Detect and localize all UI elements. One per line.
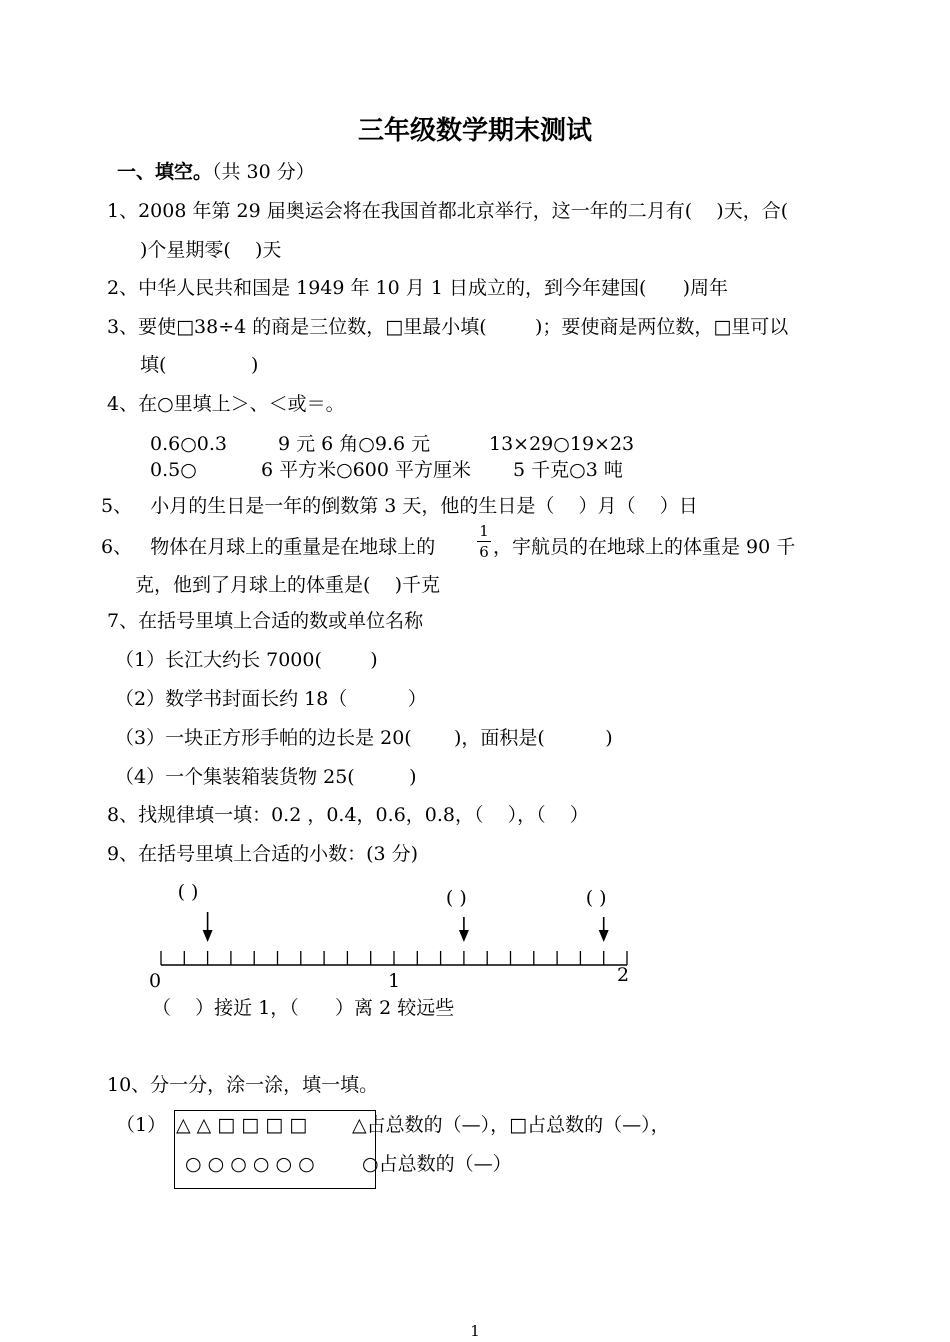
q3-line2: 填( )	[140, 354, 259, 376]
q9-stem: 9、在括号里填上合适的小数：(3 分)	[107, 843, 419, 865]
q4-compare-4: 0.5○	[150, 459, 197, 481]
number-line-label: 1	[388, 970, 401, 992]
q7-item-1: （1）长江大约长 7000( )	[115, 649, 378, 671]
q10-stem: 10、分一分，涂一涂，填一填。	[107, 1074, 379, 1096]
q10-text-1: △占总数的（—），□占总数的（—），	[352, 1114, 670, 1136]
q4-compare-6: 5 千克○3 吨	[513, 459, 623, 481]
arrow-head	[459, 930, 469, 942]
shapes-row-2: ○ ○ ○ ○ ○ ○	[185, 1153, 315, 1175]
fraction-denominator: 6	[479, 543, 489, 561]
q4-stem: 4、在○里填上＞、＜或＝。	[107, 393, 345, 415]
number-line-label: 0	[149, 970, 162, 992]
q8-text: 8、找规律填一填：0.2 ，0.4，0.6，0.8，（ ），（ ）	[107, 804, 589, 826]
arrow-answer-blank: ( )	[445, 887, 467, 909]
q10-text-2: ○占总数的（—）	[362, 1153, 512, 1175]
q6-line2: 克，他到了月球上的体重是( )千克	[135, 574, 440, 596]
arrow-answer-blank: ( )	[177, 881, 199, 903]
q4-compare-5: 6 平方米○600 平方厘米	[261, 459, 472, 481]
q4-compare-2: 9 元 6 角○9.6 元	[278, 433, 431, 455]
number-line-label: 2	[617, 964, 630, 986]
q7-item-3: （3）一块正方形手帕的边长是 20( )，面积是( )	[115, 727, 613, 749]
section-heading-label: 一、填空。	[117, 161, 213, 183]
fraction-numerator: 1	[479, 522, 489, 540]
q4-compare-3: 13×29○19×23	[489, 433, 635, 455]
q10-item-label: （1）	[116, 1114, 167, 1136]
section-points: （共 30 分）	[212, 161, 315, 183]
q4-compare-1: 0.6○0.3	[150, 433, 228, 455]
q1-line2: )个星期零( )天	[140, 239, 282, 261]
arrow-answer-blank: ( )	[585, 887, 607, 909]
q7-stem: 7、在括号里填上合适的数或单位名称	[107, 610, 424, 632]
q2-text: 2、中华人民共和国是 1949 年 10 月 1 日成立的，到今年建国( )周年	[107, 277, 729, 299]
page-number: 1	[470, 1322, 480, 1340]
q6-line1b: ，宇航员的在地球上的体重是 90 千	[493, 536, 796, 558]
q9-tail: （ ）接近 1，（ ）离 2 较远些	[152, 997, 455, 1019]
page-title: 三年级数学期末测试	[357, 116, 592, 146]
arrow-head	[203, 930, 213, 942]
arrow-head	[599, 930, 609, 942]
q6-line1a: 6、 物体在月球上的重量是在地球上的	[101, 536, 436, 558]
q7-item-4: （4）一个集装箱装货物 25( )	[115, 766, 417, 788]
q5-text: 5、 小月的生日是一年的倒数第 3 天，他的生日是（ ）月（ ）日	[101, 495, 698, 517]
shapes-row-1: △ △ □ □ □ □	[176, 1114, 308, 1136]
q3-line1: 3、要使□38÷4 的商是三位数，□里最小填( )；要使商是两位数，□里可以	[107, 316, 789, 338]
q1-line1: 1、2008 年第 29 届奥运会将在我国首都北京举行，这一年的二月有( )天，合(	[107, 200, 789, 222]
q7-item-2: （2）数学书封面长约 18（ ）	[115, 688, 427, 710]
